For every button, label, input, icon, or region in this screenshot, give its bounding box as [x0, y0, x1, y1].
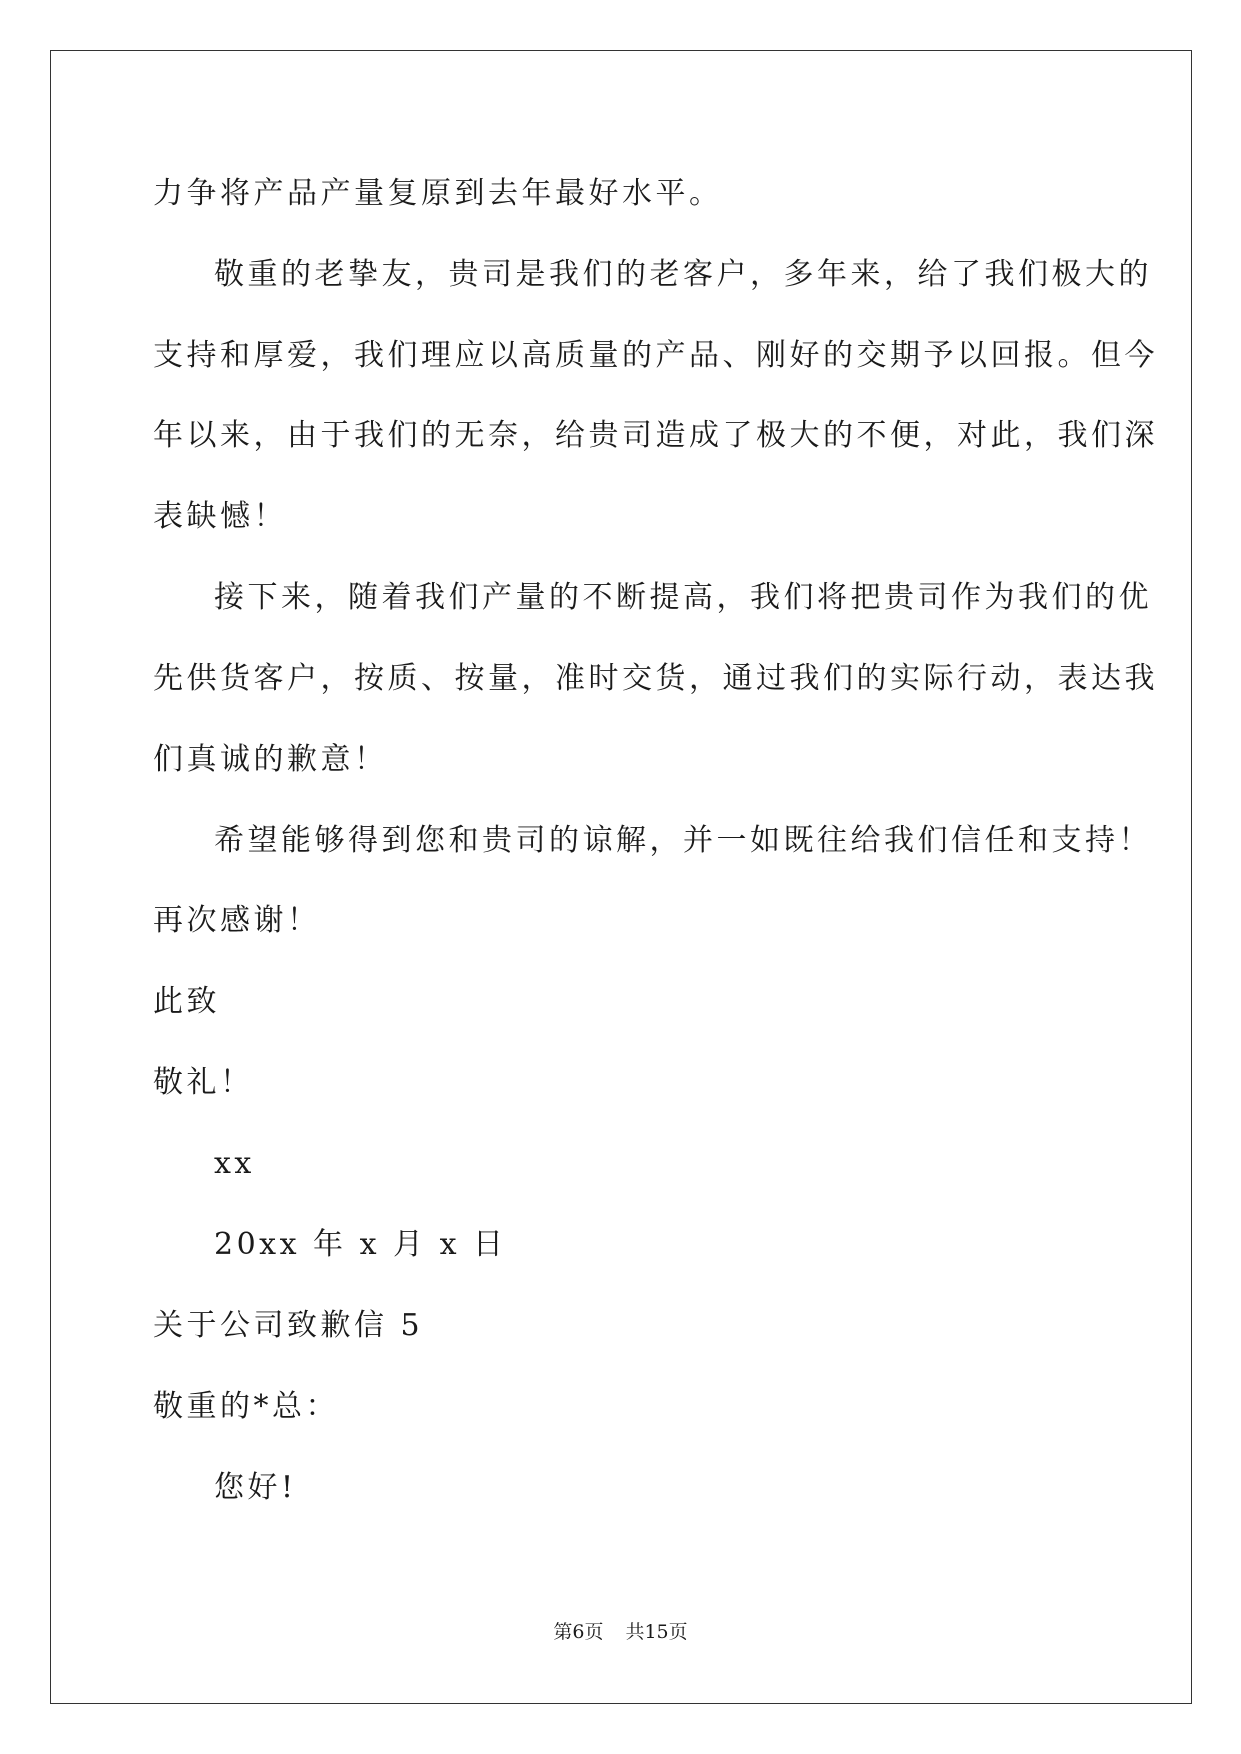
- text-line: 先供货客户，按质、按量，准时交货，通过我们的实际行动，表达我: [153, 661, 1158, 696]
- page-total: 共15页: [625, 1621, 688, 1643]
- signature-name: xx: [214, 1146, 255, 1181]
- text-line: 年以来，由于我们的无奈，给贵司造成了极大的不便，对此，我们深: [153, 418, 1158, 453]
- greeting: 敬重的*总：: [153, 1389, 339, 1424]
- text-line: 们真诚的歉意！: [153, 742, 388, 777]
- page-number: 第6页: [553, 1621, 604, 1643]
- section-title: 关于公司致歉信 5: [153, 1308, 424, 1343]
- text-line: 力争将产品产量复原到去年最好水平。: [153, 176, 723, 211]
- closing-thanks: 再次感谢！: [153, 903, 321, 938]
- page-footer: [0, 1620, 1241, 1644]
- signature-date: 20xx 年 x 月 x 日: [214, 1227, 507, 1262]
- closing-regards: 敬礼！: [153, 1065, 254, 1100]
- closing-salutation: 此致: [153, 984, 220, 1019]
- greeting-hello: 您好!: [214, 1470, 297, 1505]
- page-border: [50, 50, 1192, 1704]
- paragraph-line: 接下来，随着我们产量的不断提高，我们将把贵司作为我们的优: [214, 580, 1152, 615]
- text-line: 表缺憾！: [153, 499, 287, 534]
- paragraph-line: 敬重的老挚友，贵司是我们的老客户，多年来，给了我们极大的: [214, 257, 1152, 292]
- paragraph-line: 希望能够得到您和贵司的谅解，并一如既往给我们信任和支持！: [214, 823, 1152, 858]
- text-line: 支持和厚爱，我们理应以高质量的产品、刚好的交期予以回报。但今: [153, 338, 1158, 373]
